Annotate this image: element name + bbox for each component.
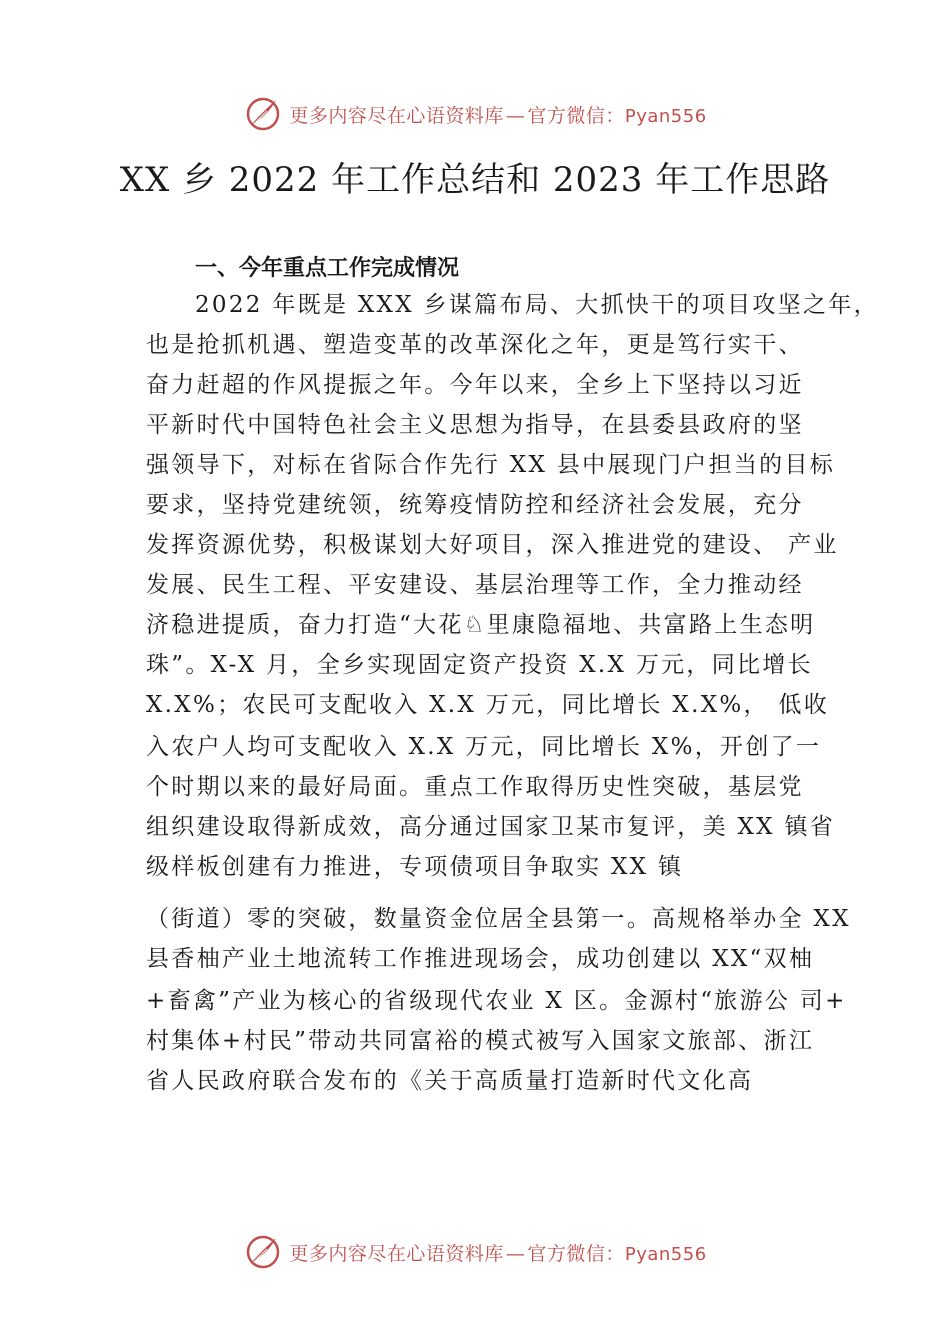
- text-line: X.X%；农民可支配收入 X.X 万元，同比增长 X.X%， 低收: [146, 692, 830, 718]
- text-line: 组织建设取得新成效，高分通过国家卫某市复评，美 XX 镇省: [146, 814, 836, 840]
- text-line: 奋力赶超的作风提振之年。今年以来，全乡上下坚持以习近: [146, 372, 804, 398]
- banner-main-text: 更多内容尽在心语资料库: [289, 104, 504, 127]
- text-line: 也是抢抓机遇、塑造变革的改革深化之年，更是笃行实干、: [146, 332, 804, 358]
- banner-separator: —: [505, 104, 526, 127]
- quill-logo-icon: [243, 1232, 283, 1272]
- text-line: 要求，坚持党建统领，统筹疫情防控和经济社会发展，充分: [146, 492, 804, 518]
- banner-wechat-label: 官方微信：: [527, 1242, 625, 1265]
- banner-wechat-id: Pyan556: [624, 105, 707, 127]
- text-line: 平新时代中国特色社会主义思想为指导，在县委县政府的坚: [146, 412, 804, 438]
- text-line: 济稳进提质，奋力打造“大花♘里康隐福地、共富路上生态明: [146, 612, 816, 638]
- text-line: +畜禽”产业为核心的省级现代农业 X 区。金源村“旅游公 司+: [146, 988, 847, 1014]
- text-line: 珠”。X-X 月，全乡实现固定资产投资 X.X 万元，同比增长: [146, 652, 813, 678]
- section-heading: 一、今年重点工作完成情况: [195, 256, 460, 281]
- text-line: 强领导下，对标在省际合作先行 XX 县中展现门户担当的目标: [146, 452, 836, 478]
- text-line: 个时期以来的最好局面。重点工作取得历史性突破，基层党: [146, 774, 804, 800]
- quill-logo-icon: [243, 94, 283, 134]
- banner-wechat-id: Pyan556: [624, 1243, 707, 1265]
- text-line: 入农户人均可支配收入 X.X 万元，同比增长 X%，开创了一: [146, 734, 822, 760]
- banner-text: [289, 101, 706, 128]
- text-line: 发展、民生工程、平安建设、基层治理等工作，全力推动经: [146, 572, 804, 598]
- banner-wechat-label: 官方微信：: [527, 104, 625, 127]
- page-title: XX 乡 2022 年工作总结和 2023 年工作思路: [119, 160, 831, 200]
- text-line: 县香柚产业土地流转工作推进现场会，成功创建以 XX“双柚: [146, 946, 815, 972]
- banner-text: [289, 1239, 706, 1266]
- text-line: （街道）零的突破，数量资金位居全县第一。高规格举办全 XX: [146, 906, 851, 932]
- text-line: 级样板创建有力推进，专项债项目争取实 XX 镇: [146, 854, 684, 880]
- text-line: 2022 年既是 XXX 乡谋篇布局、大抓快干的项目攻坚之年，: [195, 292, 879, 318]
- banner-main-text: 更多内容尽在心语资料库: [289, 1242, 504, 1265]
- text-line: 省人民政府联合发布的《关于高质量打造新时代文化高: [146, 1068, 754, 1094]
- banner-separator: —: [505, 1242, 526, 1265]
- text-line: 村集体+村民”带动共同富裕的模式被写入国家文旅部、浙江: [146, 1028, 815, 1054]
- footer-banner: [0, 1230, 950, 1274]
- header-banner: [0, 92, 950, 136]
- text-line: 发挥资源优势，积极谋划大好项目，深入推进党的建设、 产业: [146, 532, 839, 558]
